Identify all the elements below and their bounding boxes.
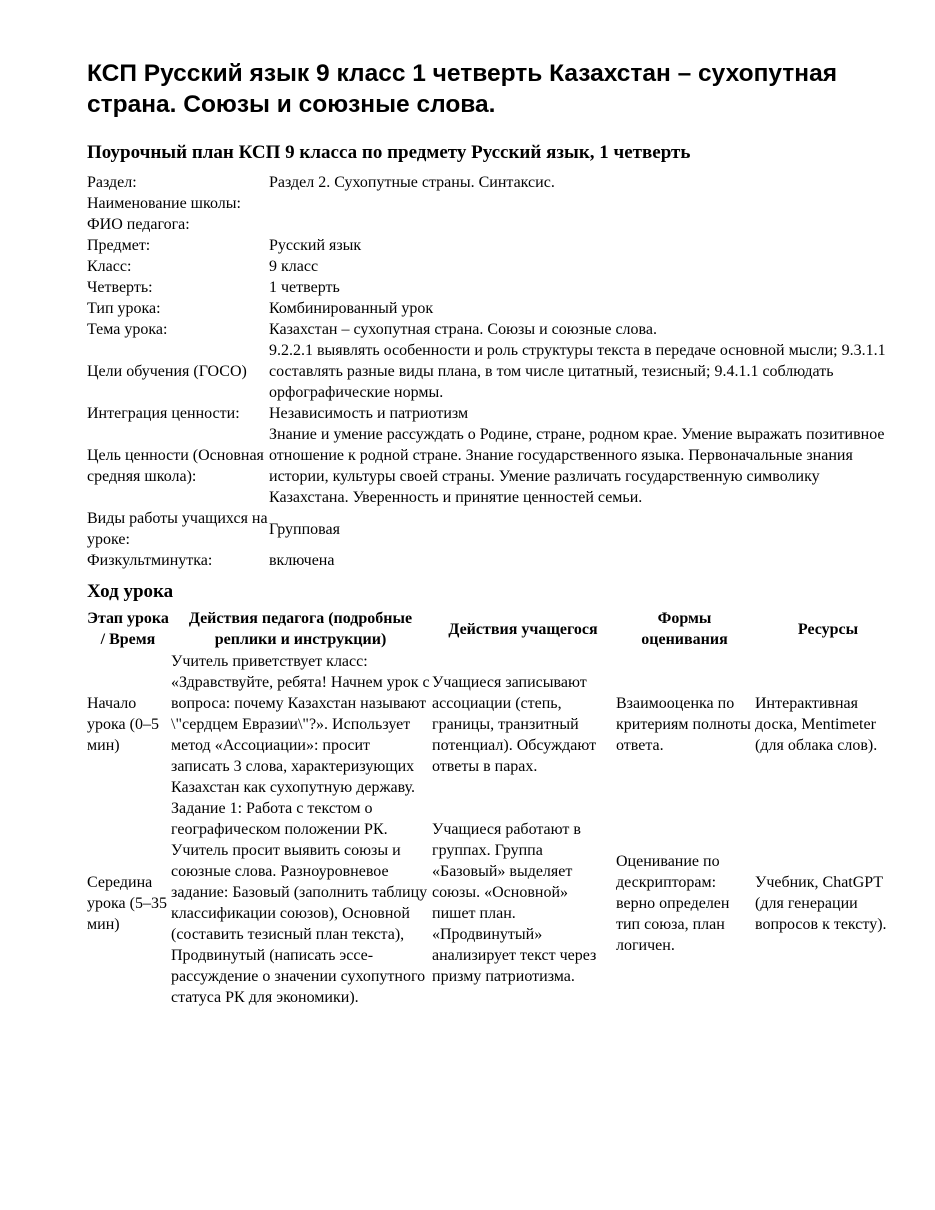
info-value: Знание и умение рассуждать о Родине, стране, родном крае. Умение выражать позитивное отношение к родной стране. Знание государственного языка. Первоначальные знания истории, культуры своей страны. Умение различать государственную символику Казахстана. Уверенность и принятие ценностей семьи. [269, 426, 885, 506]
info-row-physical-break [87, 550, 897, 571]
info-row-lesson-type [87, 298, 897, 319]
cell-student-actions: Учащиеся работают в группах. Группа «Базовый» выделяет союзы. «Основной» пишет план. «Продвинутый» анализирует текст через призму патриотизма. [432, 821, 597, 985]
info-value: Независимость и патриотизм [269, 405, 469, 422]
cell-stage: Середина урока (5–35 мин) [87, 873, 167, 933]
info-key: Раздел: [87, 174, 137, 191]
info-value: Раздел 2. Сухопутные страны. Синтаксис. [269, 174, 555, 191]
header-teacher-actions: Действия педагога (подробные реплики и инструкции) [188, 610, 413, 648]
table-row [86, 798, 902, 1008]
info-row-value-goal [87, 424, 897, 508]
info-key: Предмет: [87, 237, 151, 254]
header-stage: Этап урока / Время [87, 610, 169, 648]
info-row-teacher [87, 214, 897, 235]
info-row-learning-goals [87, 340, 897, 403]
document-title: КСП Русский язык 9 класс 1 четверть Казахстан – сухопутная страна. Союзы и союзные слова. [87, 60, 838, 118]
cell-teacher-actions: Учитель приветствует класс: «Здравствуйте, ребята! Начнем урок с вопроса: почему Казахстан называют \"сердцем Евразии\"?». Использует метод «Ассоциации»: просит записать 3 слова, характеризующих Казахстан как сухопутную державу. [171, 653, 430, 796]
lesson-progress-heading: Ход урока [87, 581, 174, 602]
info-row-quarter [87, 277, 897, 298]
info-value: 1 четверть [269, 279, 340, 296]
info-value: Русский язык [269, 237, 362, 254]
info-key: Тема урока: [87, 321, 168, 338]
cell-teacher-actions: Задание 1: Работа с текстом о географическом положении РК. Учитель просит выявить союзы и союзные слова. Разноуровневое задание: Базовый (заполнить таблицу классификации союзов), Основной (составить тезисный план текста), Продвинутый (написать эссе-рассуждение о значении сухопутного статуса РК для экономики). [171, 800, 428, 1006]
cell-student-actions: Учащиеся записывают ассоциации (степь, границы, транзитный потенциал). Обсуждают ответы в парах. [432, 674, 597, 775]
header-assessment: Формы оценивания [641, 610, 728, 648]
info-key: Виды работы учащихся на уроке: [87, 510, 268, 548]
info-value [269, 193, 897, 214]
info-key: Физкультминутка: [87, 552, 213, 569]
info-key: Цель ценности (Основная средняя школа): [87, 447, 264, 485]
info-row-work-types [87, 508, 897, 550]
document-page [87, 58, 897, 1008]
info-row-grade [87, 256, 897, 277]
plan-subtitle: Поурочный план КСП 9 класса по предмету Русский язык, 1 четверть [87, 142, 691, 163]
info-value: Групповая [269, 520, 340, 538]
info-key: Цели обучения (ГОСО) [87, 363, 247, 380]
info-row-topic [87, 319, 897, 340]
info-value: Казахстан – сухопутная страна. Союзы и союзные слова. [269, 321, 657, 338]
info-value: включена [269, 552, 335, 569]
table-header-row [86, 607, 902, 651]
cell-assessment: Взаимооценка по критериям полноты ответа. [616, 695, 751, 754]
lesson-steps-table [86, 607, 902, 1008]
info-key: Четверть: [87, 279, 153, 296]
info-value: 9 класс [269, 258, 319, 275]
info-key: Тип урока: [87, 300, 161, 317]
info-key: ФИО педагога: [87, 216, 190, 233]
info-row-value-integration [87, 403, 897, 424]
lesson-info-table [87, 172, 897, 571]
cell-stage: Начало урока (0–5 мин) [87, 695, 159, 754]
info-value [269, 214, 897, 235]
header-resources: Ресурсы [797, 620, 859, 638]
table-row [86, 651, 902, 798]
cell-resources: Интерактивная доска, Mentimeter (для облака слов). [755, 695, 878, 754]
info-row-section [87, 172, 897, 193]
info-key: Наименование школы: [87, 195, 241, 212]
cell-assessment: Оценивание по дескрипторам: верно определен тип союза, план логичен. [616, 852, 730, 954]
info-value: 9.2.2.1 выявлять особенности и роль структуры текста в передаче основной мысли; 9.3.1.1 составлять разные виды плана, в том числе цитатный, тезисный; 9.4.1.1 соблюдать орфографические нормы. [269, 342, 886, 401]
info-row-subject [87, 235, 897, 256]
info-value: Комбинированный урок [269, 300, 434, 317]
cell-resources: Учебник, ChatGPT (для генерации вопросов к тексту). [755, 873, 887, 933]
info-row-school [87, 193, 897, 214]
info-key: Интеграция ценности: [87, 405, 240, 422]
header-student-actions: Действия учащегося [448, 620, 598, 638]
info-key: Класс: [87, 258, 132, 275]
